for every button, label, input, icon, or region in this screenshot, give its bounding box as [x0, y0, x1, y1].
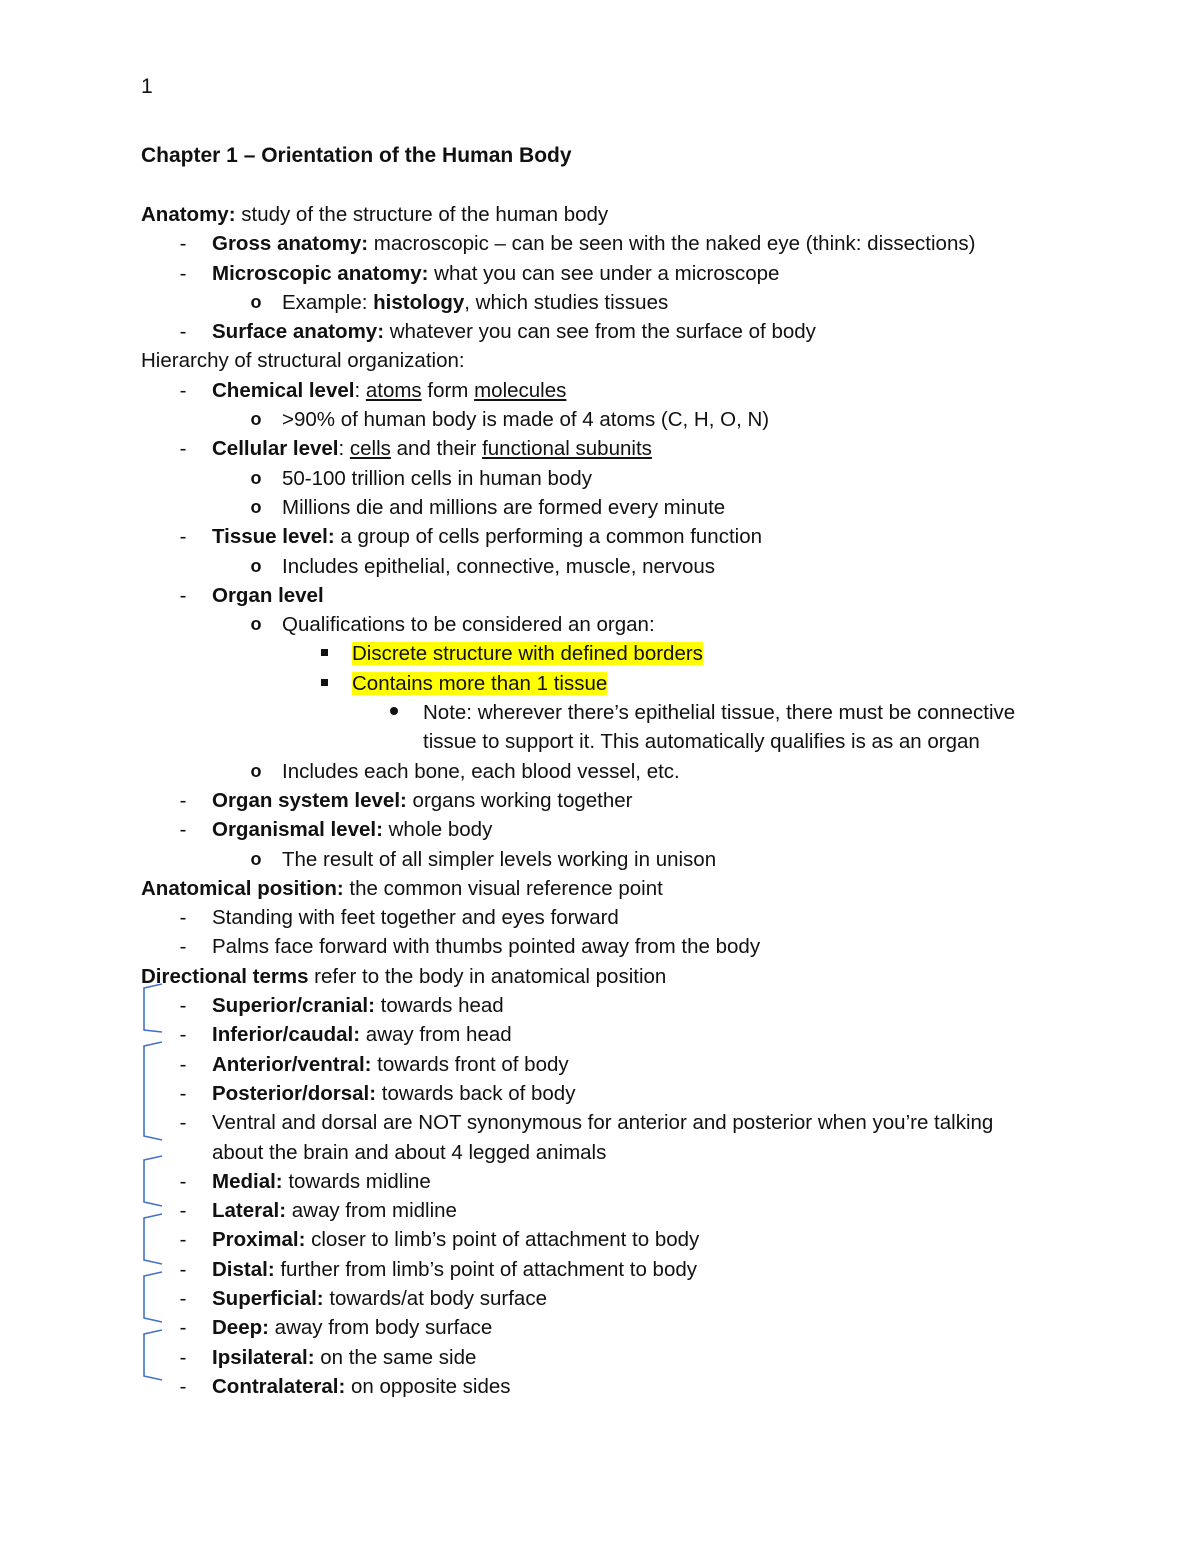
example-term: histology: [373, 290, 465, 314]
page-title: Chapter 1 – Orientation of the Human Body: [141, 144, 572, 167]
superficial-term: Superficial:: [212, 1286, 324, 1310]
position-item2: Palms face forward with thumbs pointed away from the body: [212, 935, 761, 959]
cell-colon: :: [338, 437, 350, 461]
anterior-def: towards front of body: [371, 1052, 569, 1076]
anatomical-position-line: [141, 874, 1141, 903]
square-bullet: [314, 639, 334, 668]
dot-bullet: [384, 698, 404, 727]
organ-sub: Qualifications to be considered an organ:: [282, 613, 655, 637]
gross-term: Gross anatomy:: [212, 232, 369, 256]
organismal-sub: The result of all simpler levels working in unison: [282, 847, 717, 871]
dash-bullet: -: [179, 525, 187, 549]
anatomy-term: Anatomy:: [141, 203, 236, 226]
chemical-sub-line: [141, 405, 1141, 434]
cell-sub2: Millions die and millions are formed every minute: [282, 495, 726, 519]
anatomy-def: study of the structure of the human body: [235, 203, 609, 226]
hierarchy-heading: Hierarchy of structural organization:: [141, 349, 465, 373]
medial-line: [141, 1167, 1141, 1196]
dash-bullet: -: [179, 906, 187, 930]
tissue-level-line: [141, 522, 1141, 551]
dash-bullet: -: [179, 1345, 187, 1369]
dash-bullet: -: [179, 1023, 187, 1047]
microscopic-anatomy-line: [141, 259, 1141, 288]
ipsilateral-def: on the same side: [314, 1345, 477, 1369]
anatomy-line: [141, 200, 1141, 229]
chem-sub: >90% of human body is made of 4 atoms (C, H, O, N): [282, 408, 770, 432]
notes-body: [141, 200, 1141, 1401]
medial-def: towards midline: [282, 1169, 431, 1193]
deep-def: away from body surface: [268, 1316, 493, 1340]
circle-bullet: o: [250, 848, 262, 869]
dash-bullet: -: [179, 1228, 187, 1252]
lateral-term: Lateral:: [212, 1199, 287, 1223]
inferior-term: Inferior/caudal:: [212, 1023, 361, 1047]
circle-bullet: o: [250, 555, 262, 576]
circle-bullet: o: [250, 614, 262, 635]
position-item1: Standing with feet together and eyes forward: [212, 906, 619, 930]
ventral-note-line-1: [141, 1108, 1141, 1137]
organ-note1: Note: wherever there’s epithelial tissue, there must be connective: [423, 701, 1016, 725]
bracket-anterior-posterior: [144, 1042, 162, 1140]
system-def: organs working together: [406, 788, 633, 812]
organ-level-line: [141, 581, 1141, 610]
circle-bullet: o: [250, 496, 262, 517]
cell-mid: and their: [390, 437, 483, 461]
ipsilateral-line: [141, 1343, 1141, 1372]
dash-bullet: -: [179, 818, 187, 842]
example-pre: Example:: [282, 290, 374, 314]
anterior-line: [141, 1050, 1141, 1079]
directional-terms-line: [141, 962, 1141, 991]
circle-bullet: o: [250, 467, 262, 488]
organ-sub2: Includes each bone, each blood vessel, etc.: [282, 759, 680, 783]
dash-bullet: -: [179, 1257, 187, 1281]
anterior-term: Anterior/ventral:: [212, 1052, 372, 1076]
organismal-term: Organismal level:: [212, 818, 383, 842]
distal-def: further from limb’s point of attachment to body: [274, 1257, 698, 1281]
chem-molecules: molecules: [474, 378, 567, 402]
directional-term: Directional terms: [141, 964, 309, 988]
example-post: , which studies tissues: [464, 290, 669, 314]
page-number: 1: [141, 75, 153, 98]
dash-bullet: -: [179, 994, 187, 1018]
contralateral-term: Contralateral:: [212, 1374, 346, 1398]
superior-line: [141, 991, 1141, 1020]
bracket-proximal-distal: [144, 1214, 162, 1264]
micro-term: Microscopic anatomy:: [212, 261, 429, 285]
square-bullet: [314, 669, 334, 698]
deep-line: [141, 1313, 1141, 1342]
chem-term: Chemical level: [212, 378, 355, 402]
tissue-sub: Includes epithelial, connective, muscle, nervous: [282, 554, 716, 578]
superficial-line: [141, 1284, 1141, 1313]
superficial-def: towards/at body surface: [323, 1286, 547, 1310]
inferior-def: away from head: [360, 1023, 512, 1047]
position-def: the common visual reference point: [343, 876, 663, 900]
pairing-brackets: [0, 0, 200, 1553]
organ-term: Organ level: [212, 583, 324, 607]
contralateral-line: [141, 1372, 1141, 1401]
bracket-superior-inferior: [144, 984, 162, 1032]
tissue-sub-line: [141, 552, 1141, 581]
tissue-term: Tissue level:: [212, 525, 335, 549]
dash-bullet: -: [179, 1316, 187, 1340]
cell-subunits: functional subunits: [482, 437, 652, 461]
dash-bullet: -: [179, 261, 187, 285]
dash-bullet: -: [179, 232, 187, 256]
posterior-term: Posterior/dorsal:: [212, 1081, 377, 1105]
dash-bullet: -: [179, 1374, 187, 1398]
histology-example-line: [141, 288, 1141, 317]
chem-mid: form: [421, 378, 475, 402]
position-item-1: [141, 903, 1141, 932]
ipsilateral-term: Ipsilateral:: [212, 1345, 315, 1369]
dash-bullet: -: [179, 378, 187, 402]
surface-anatomy-line: [141, 317, 1141, 346]
organ-system-line: [141, 786, 1141, 815]
dash-bullet: -: [179, 1199, 187, 1223]
surface-def: whatever you can see from the surface of body: [384, 320, 816, 344]
proximal-def: closer to limb’s point of attachment to body: [305, 1228, 700, 1252]
cell-sub1: 50-100 trillion cells in human body: [282, 466, 592, 490]
contralateral-def: on opposite sides: [345, 1374, 511, 1398]
dash-bullet: -: [179, 1169, 187, 1193]
organ-sub-line: [141, 610, 1141, 639]
cellular-sub-line-2: [141, 493, 1141, 522]
highlighted-text: Contains more than 1 tissue: [352, 671, 608, 695]
dash-bullet: -: [179, 788, 187, 812]
circle-bullet: o: [250, 291, 262, 312]
organ-qualification-2: [141, 669, 1141, 698]
bracket-superficial-deep: [144, 1272, 162, 1322]
dash-bullet: -: [179, 935, 187, 959]
directional-def: refer to the body in anatomical position: [308, 964, 667, 988]
organ-note-line-2: tissue to support it. This automatically qualifies is as an organ: [423, 730, 980, 754]
organ-qualification-1: [141, 639, 1141, 668]
bracket-ipsilateral-contralateral: [144, 1330, 162, 1380]
gross-def: macroscopic – can be seen with the naked eye (think: dissections): [368, 232, 976, 256]
dash-bullet: -: [179, 1286, 187, 1310]
bracket-medial-lateral: [144, 1156, 162, 1206]
circle-bullet: o: [250, 409, 262, 430]
system-term: Organ system level:: [212, 788, 407, 812]
organismal-def: whole body: [382, 818, 493, 842]
ventral-note-line-2: about the brain and about 4 legged animals: [212, 1140, 607, 1164]
chemical-level-line: [141, 376, 1141, 405]
ventral-note1: Ventral and dorsal are NOT synonymous for anterior and posterior when you’re talking: [212, 1111, 994, 1135]
cellular-level-line: [141, 434, 1141, 463]
micro-def: what you can see under a microscope: [428, 261, 780, 285]
tissue-def: a group of cells performing a common function: [334, 525, 762, 549]
dash-bullet: -: [179, 1081, 187, 1105]
highlighted-text: Discrete structure with defined borders: [352, 642, 703, 666]
chem-colon: :: [354, 378, 366, 402]
deep-term: Deep:: [212, 1316, 269, 1340]
organ-sub-line-2: [141, 757, 1141, 786]
circle-bullet: o: [250, 760, 262, 781]
surface-term: Surface anatomy:: [212, 320, 385, 344]
posterior-def: towards back of body: [376, 1081, 576, 1105]
cellular-sub-line-1: [141, 464, 1141, 493]
gross-anatomy-line: [141, 229, 1141, 258]
dash-bullet: -: [179, 320, 187, 344]
lateral-line: [141, 1196, 1141, 1225]
organismal-level-line: [141, 815, 1141, 844]
superior-def: towards head: [374, 994, 504, 1018]
position-item-2: [141, 932, 1141, 961]
superior-term: Superior/cranial:: [212, 994, 375, 1018]
position-term: Anatomical position:: [141, 876, 344, 900]
cell-term: Cellular level: [212, 437, 339, 461]
distal-line: [141, 1255, 1141, 1284]
organismal-sub-line: [141, 845, 1141, 874]
dash-bullet: -: [179, 1052, 187, 1076]
chem-atoms: atoms: [365, 378, 422, 402]
dash-bullet: -: [179, 583, 187, 607]
proximal-term: Proximal:: [212, 1228, 306, 1252]
posterior-line: [141, 1079, 1141, 1108]
distal-term: Distal:: [212, 1257, 275, 1281]
medial-term: Medial:: [212, 1169, 283, 1193]
organ-note-line-1: [141, 698, 1141, 727]
dash-bullet: -: [179, 437, 187, 461]
proximal-line: [141, 1225, 1141, 1254]
inferior-line: [141, 1020, 1141, 1049]
lateral-def: away from midline: [286, 1199, 457, 1223]
dash-bullet: -: [179, 1111, 187, 1135]
cell-cells: cells: [349, 437, 391, 461]
